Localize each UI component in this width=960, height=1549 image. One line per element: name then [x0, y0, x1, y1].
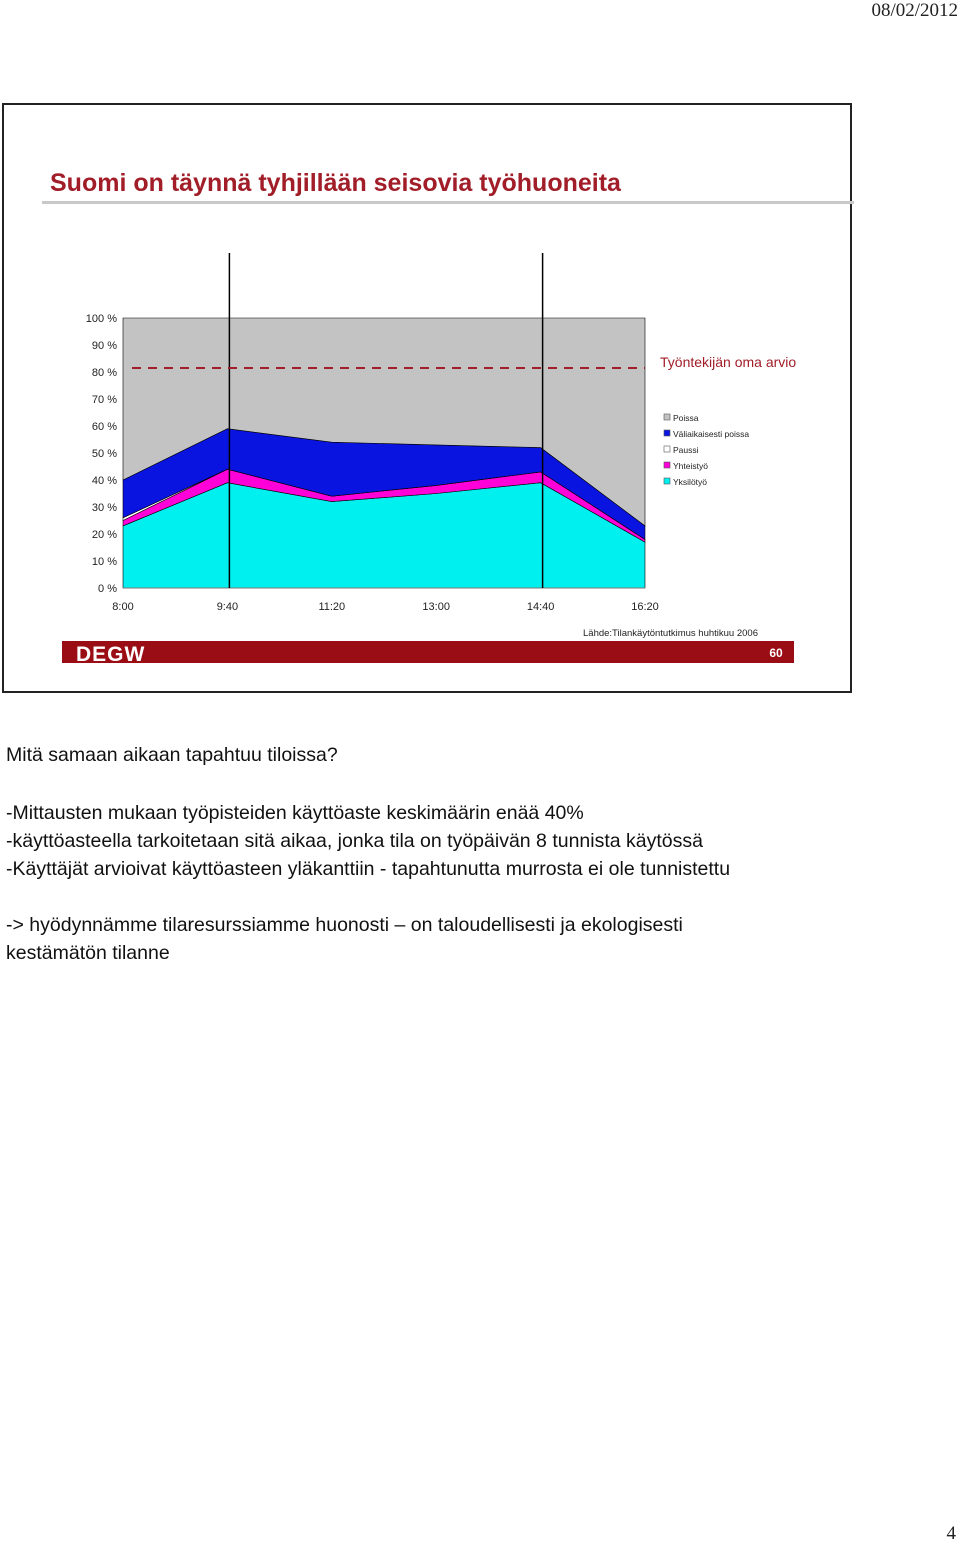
plot-area: [123, 318, 645, 588]
notes-line-1: -Mittausten mukaan työpisteiden käyttöaste keskimäärin enää 40%: [6, 802, 584, 824]
y-tick-label: 60 %: [91, 421, 117, 433]
notes-conclusion-1: -> hyödynnämme tilaresurssiamme huonosti – on taloudellisesti ja ekologisesti: [6, 914, 683, 936]
y-tick-label: 40 %: [91, 475, 117, 487]
x-tick-label: 11:20: [318, 601, 346, 613]
notes-question: Mitä samaan aikaan tapahtuu tiloissa?: [6, 744, 338, 766]
legend-label-paussi: Paussi: [673, 445, 699, 455]
legend-label-yksilotyo: Yksilötyö: [673, 477, 708, 487]
x-axis: [112, 601, 658, 613]
page-date: 08/02/2012: [871, 0, 958, 21]
notes-conclusion-2: kestämätön tilanne: [6, 942, 170, 964]
legend-swatch-paussi: [664, 446, 670, 452]
x-tick-label: 13:00: [422, 601, 450, 613]
series-area-yksilotyo: [123, 483, 645, 588]
area-chart: [4, 105, 850, 691]
x-tick-label: 8:00: [112, 601, 134, 613]
source-note: Lähde:Tilankäytöntutkimus huhtikuu 2006: [583, 628, 758, 639]
y-tick-label: 70 %: [91, 394, 117, 406]
y-tick-label: 20 %: [91, 529, 117, 541]
legend-swatch-yksilotyo: [664, 478, 670, 484]
notes-line-2: -käyttöasteella tarkoitetaan sitä aikaa, jonka tila on työpäivän 8 tunnista käytössä: [6, 830, 703, 852]
legend-label-poissa: Poissa: [673, 413, 699, 423]
y-tick-label: 30 %: [91, 502, 117, 514]
legend-label-yhteistyo: Yhteistyö: [673, 461, 708, 471]
slide-title: Suomi on täynnä tyhjillään seisovia työhuoneita: [50, 169, 621, 197]
footer-bar: [62, 641, 794, 663]
slide-number: 60: [769, 646, 783, 660]
legend: [664, 413, 749, 487]
slide: [2, 103, 852, 693]
y-tick-label: 90 %: [91, 340, 117, 352]
x-tick-label: 16:20: [631, 601, 659, 613]
legend-swatch-valiaikaisesti-poissa: [664, 430, 670, 436]
legend-swatch-poissa: [664, 414, 670, 420]
x-tick-label: 14:40: [526, 601, 555, 613]
page-number: 4: [946, 1523, 956, 1544]
legend-swatch-yhteistyo: [664, 462, 670, 468]
y-axis: [86, 313, 117, 595]
x-tick-label: 9:40: [216, 601, 239, 613]
y-tick-label: 50 %: [91, 448, 117, 460]
legend-label-valiaikaisesti-poissa: Väliaikaisesti poissa: [673, 429, 750, 439]
footer-brand: DEGW: [76, 643, 146, 666]
notes-line-3: -Käyttäjät arvioivat käyttöasteen yläkanttiin - tapahtunutta murrosta ei ole tunnistettu: [6, 858, 731, 880]
y-tick-label: 10 %: [91, 556, 117, 568]
y-tick-label: 80 %: [91, 367, 117, 379]
y-tick-label: 100 %: [85, 313, 117, 325]
y-tick-label: 0 %: [98, 583, 117, 595]
reference-line-label: Työntekijän oma arvio: [660, 354, 797, 370]
